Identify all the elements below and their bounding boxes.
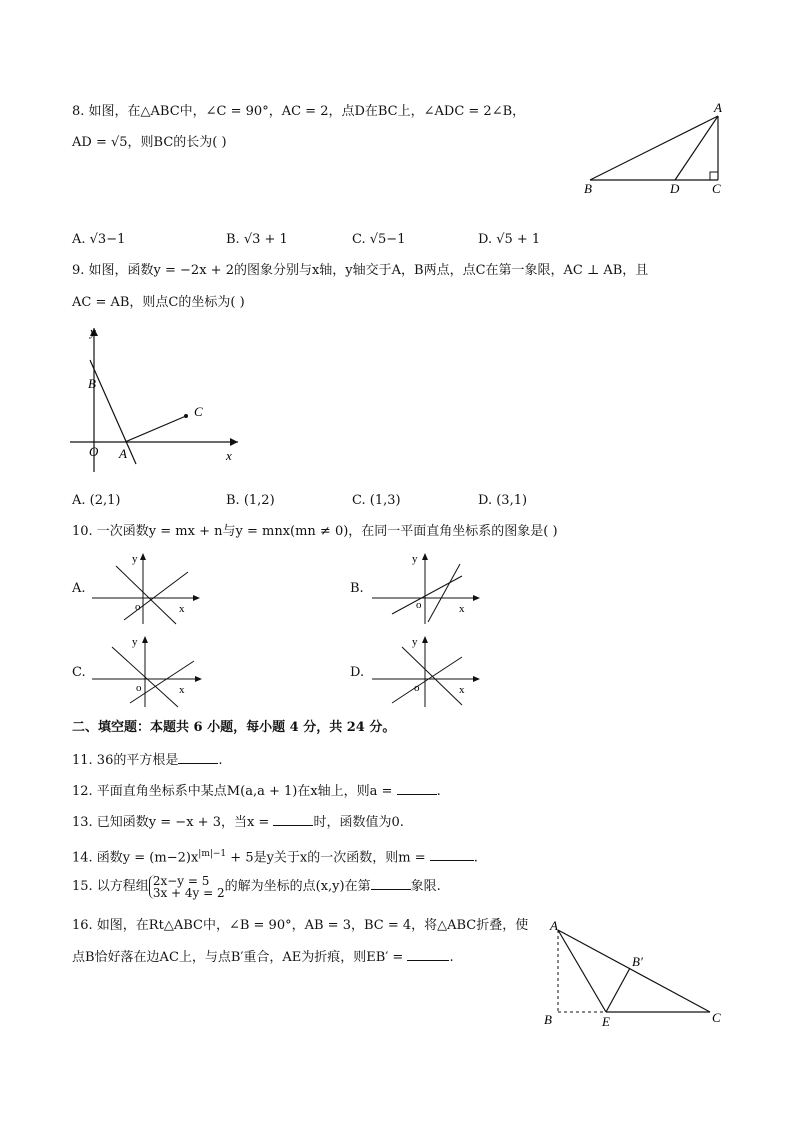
q10-option-d: D.	[350, 665, 365, 680]
q8-option-b: B. √3 + 1	[226, 232, 288, 247]
q9-option-c: C. (1,3)	[352, 493, 401, 508]
q12	[72, 782, 441, 801]
q16-fold-figure	[540, 918, 740, 1028]
q8-label-B: B	[584, 181, 592, 196]
q8-option-c: C. √5−1	[352, 232, 406, 247]
q15-mid: 的解为坐标的点(x,y)在第	[224, 879, 371, 894]
q11	[72, 751, 223, 770]
q9-coordinate-figure	[70, 322, 250, 472]
q14-blank[interactable]	[430, 848, 474, 861]
q8-line2: AD = √5，则BC的长为( )	[72, 135, 227, 150]
section-heading-fill-in: 二、填空题：本题共 6 小题，每小题 4 分，共 24 分。	[72, 720, 396, 735]
q10-b-y-label: y	[412, 553, 418, 565]
q16-label-B: B	[544, 1012, 552, 1027]
q14-post: .	[473, 850, 478, 866]
q13	[72, 813, 404, 832]
q14-exponent: |m|−1	[198, 849, 227, 859]
q10-a-x-label: x	[179, 603, 185, 615]
q10-d-x-label: x	[459, 684, 465, 696]
q10-graph-c	[88, 633, 208, 709]
q10-graph-b	[368, 550, 488, 626]
q10-graph-d	[368, 633, 488, 709]
q9-line1: 9. 如图，函数y = −2x + 2的图象分别与x轴，y轴交于A，B两点，点C在第一象限，AC ⊥ AB，且	[72, 263, 649, 278]
q10-d-y-label: y	[412, 636, 418, 648]
q16-line1: 16. 如图，在Rt△ABC中，∠B = 90°，AB = 3，BC = 4，将△ABC折叠，使	[72, 918, 529, 933]
q10-graph-a	[88, 550, 208, 626]
q9-option-b: B. (1,2)	[226, 493, 275, 508]
q16-label-C: C	[712, 1010, 721, 1025]
q16-label-B2: B′	[632, 954, 643, 969]
q15-text: 15. 以方程组	[72, 879, 149, 894]
q16-post: .	[449, 950, 454, 965]
q14	[72, 845, 478, 867]
q10-c-x-label: x	[179, 684, 185, 696]
q8-line1: 8. 如图，在△ABC中，∠C = 90°，AC = 2，点D在BC上，∠ADC = 2∠B，	[72, 104, 526, 119]
q16-label-E: E	[602, 1014, 610, 1029]
q10-line1: 10. 一次函数y = mx + n与y = mnx(mn ≠ 0)，在同一平面直角坐标系的图象是( )	[72, 524, 558, 539]
q10-a-origin-label: o	[135, 601, 141, 613]
q10-b-x-label: x	[459, 603, 465, 615]
q16-line2-text: 点B恰好落在边AC上，与点B′重合，AE为折痕，则EB′ =	[72, 950, 404, 965]
q9-label-x: x	[226, 448, 232, 463]
q8-triangle-figure	[580, 100, 730, 200]
q9-option-a: A. (2,1)	[72, 493, 121, 508]
q10-d-origin-label: o	[414, 682, 420, 694]
q9-label-B: B	[88, 376, 96, 391]
q15-post: 象限.	[410, 879, 441, 894]
q10-option-b: B.	[350, 581, 364, 596]
q13-post: 时，函数值为0.	[313, 815, 404, 830]
q9-label-O: O	[89, 444, 99, 459]
q11-blank[interactable]	[178, 751, 218, 764]
q16-label-A: A	[550, 918, 558, 933]
q12-post: .	[436, 784, 441, 799]
q10-c-y-label: y	[132, 636, 138, 648]
q8-option-d: D. √5 + 1	[478, 232, 541, 247]
q8-label-C: C	[712, 181, 721, 196]
q10-c-origin-label: o	[136, 682, 142, 694]
q16-line2	[72, 948, 454, 967]
q10-option-a: A.	[72, 581, 86, 596]
q10-a-y-label: y	[132, 553, 138, 565]
q15-equation-system	[149, 875, 225, 899]
q9-option-d: D. (3,1)	[478, 493, 528, 508]
q8-option-a: A. √3−1	[72, 232, 126, 247]
q13-blank[interactable]	[273, 813, 313, 826]
q14-text: 14. 函数y = (m−2)x	[72, 850, 199, 866]
q14-mid: + 5是y关于x的一次函数，则m =	[226, 850, 426, 866]
q9-label-A: A	[119, 446, 127, 461]
q9-label-y: y	[90, 324, 96, 339]
q11-post: .	[218, 753, 223, 768]
q9-label-C: C	[194, 404, 203, 419]
q16-blank[interactable]	[407, 948, 449, 961]
q15-eq1: 2x−y = 5	[152, 873, 210, 888]
q15-blank[interactable]	[371, 877, 411, 890]
q12-blank[interactable]	[397, 782, 437, 795]
q15-eq2: 3x + 4y = 2	[152, 885, 225, 900]
q9-line2: AC = AB，则点C的坐标为( )	[72, 295, 245, 310]
q13-text: 13. 已知函数y = −x + 3，当x =	[72, 815, 270, 830]
q15	[72, 874, 441, 900]
q12-text: 12. 平面直角坐标系中某点M(a,a + 1)在x轴上，则a =	[72, 784, 393, 799]
q10-option-c: C.	[72, 665, 86, 680]
q11-text: 11. 36的平方根是	[72, 753, 179, 768]
q8-label-D: D	[670, 181, 680, 196]
q10-b-origin-label: o	[416, 599, 422, 611]
q8-label-A: A	[714, 100, 722, 115]
